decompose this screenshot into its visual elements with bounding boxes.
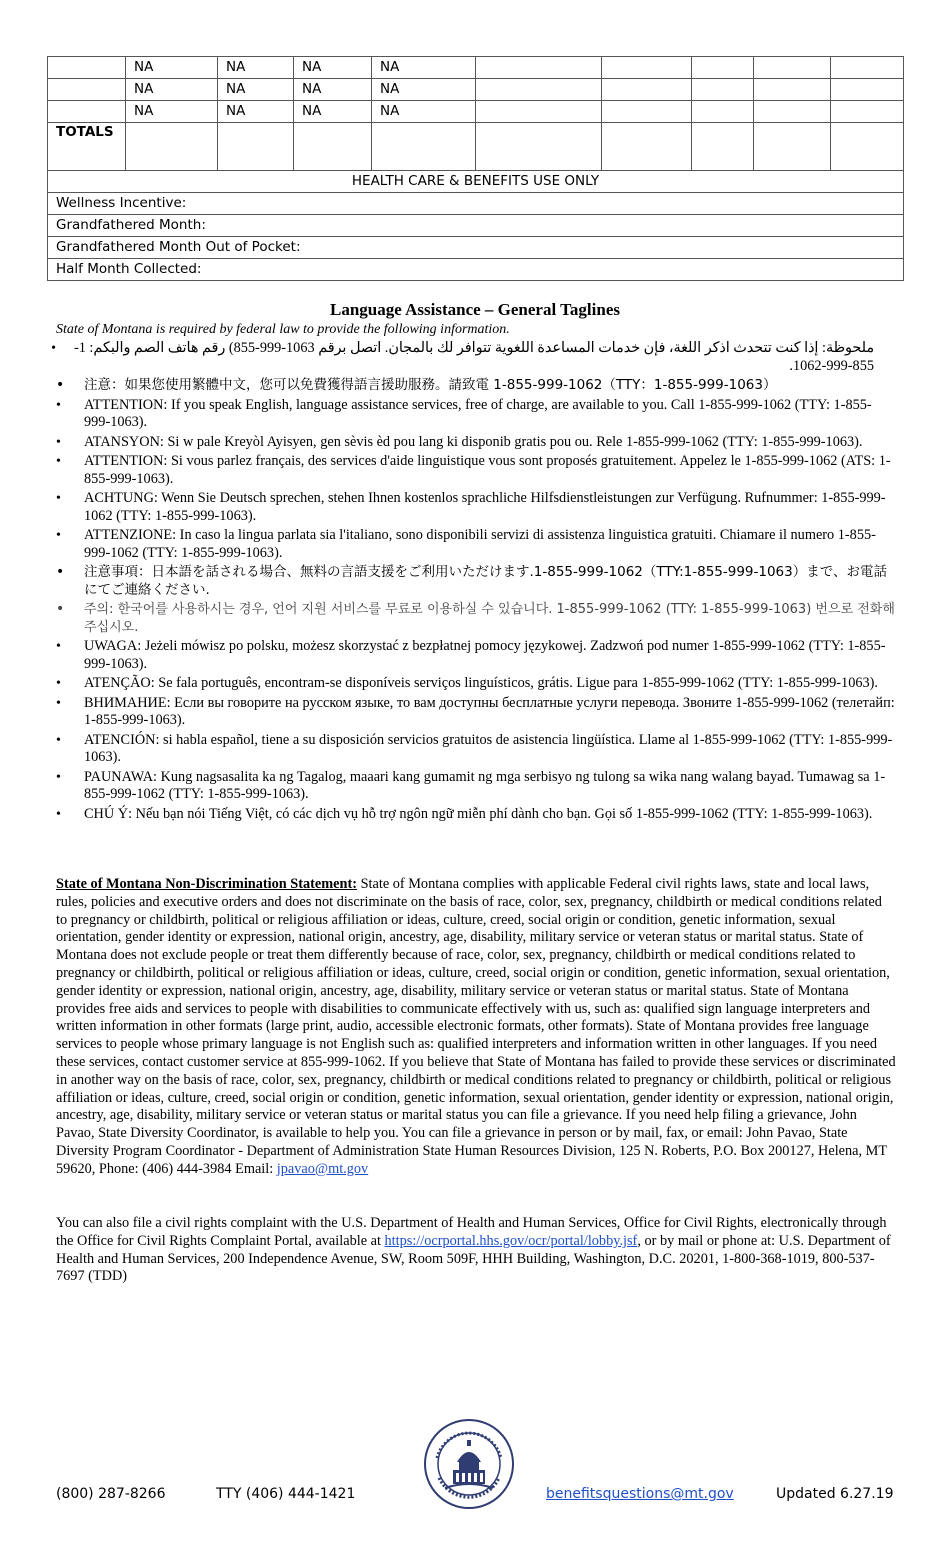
table-cell	[48, 101, 126, 123]
tagline-haitian-creole: • ATANSYON: Si w pale Kreyòl Ayisyen, gen sèvis èd pou lang ki disponib gratis pou ou. Rele 1-855-999-1062 (TTY: 1-855-999-1063).	[56, 434, 896, 452]
table-cell	[126, 123, 218, 171]
statement-heading: State of Montana Non-Discrimination Statement:	[56, 876, 357, 892]
complaint-text-before: You can also file a civil rights complaint with the U.S. Department of Health and Human Services, Office for Civil Rights, electronically through the Office for Civil Rights Complaint Portal, available at	[56, 1215, 887, 1249]
field-half-month-collected: Half Month Collected:	[48, 259, 904, 281]
taglines-lead: State of Montana is required by federal law to provide the following information.	[56, 322, 510, 337]
tagline-japanese: • 注意事項：日本語を話される場合、無料の言語支援をご利用いただけます.1-855-999-1062（TTY:1-855-999-1063）まで、お電話にてご連絡ください.	[56, 564, 896, 599]
field-grandfathered-month: Grandfathered Month:	[48, 215, 904, 237]
table-cell: NA	[294, 101, 372, 123]
benefits-table	[47, 56, 904, 281]
field-wellness-incentive: Wellness Incentive:	[48, 193, 904, 215]
table-row	[48, 101, 904, 123]
table-cell: NA	[218, 79, 294, 101]
tagline-tagalog: • PAUNAWA: Kung nagsasalita ka ng Tagalog, maaari kang gumamit ng mga serbisyo ng tulong sa wika nang walang bayad. Tumawag sa 1-855-999-1062 (TTY: 1-855-999-1063).	[56, 769, 896, 804]
tagline-chinese: • 注意：如果您使用繁體中文，您可以免費獲得語言援助服務。請致電 1-855-999-1062（TTY：1-855-999-1063）	[56, 377, 896, 395]
table-cell: NA	[218, 57, 294, 79]
table-cell: NA	[372, 101, 476, 123]
footer-updated: Updated 6.27.19	[776, 1486, 894, 1502]
civil-rights-complaint	[56, 1215, 896, 1286]
field-row	[48, 215, 904, 237]
table-cell: NA	[126, 101, 218, 123]
tagline-spanish: • ATENCIÓN: si habla español, tiene a su disposición servicios gratuitos de asistencia lingüística. Llame al 1-855-999-1062 (TTY: 1-855-999-1063).	[56, 732, 896, 767]
table-cell	[692, 101, 754, 123]
complaint-text-after: , or by mail or phone at: U.S. Department of Health and Human Services, 200 Independence Avenue, SW, Room 509F, HHH Building, Washington, D.C. 20201, 1-800-368-1019, 800-537-7697 (TDD)	[56, 1232, 891, 1285]
table-cell	[831, 79, 904, 101]
statement-email-link[interactable]: jpavao@mt.gov	[276, 1160, 369, 1177]
table-cell	[602, 123, 692, 171]
field-grandfathered-out-of-pocket: Grandfathered Month Out of Pocket:	[48, 237, 904, 259]
tagline-german: • ACHTUNG: Wenn Sie Deutsch sprechen, stehen Ihnen kostenlos sprachliche Hilfsdienstleistungen zur Verfügung. Rufnummer: 1-855-999-1062 (TTY: 1-855-999-1063).	[56, 490, 896, 525]
table-cell: NA	[372, 57, 476, 79]
field-row	[48, 193, 904, 215]
section-header: HEALTH CARE & BENEFITS USE ONLY	[48, 171, 904, 193]
table-cell	[754, 123, 831, 171]
tagline-russian: • ВНИМАНИЕ: Если вы говорите на русском языке, то вам доступны бесплатные услуги перевода. Звоните 1-855-999-1062 (телетайп: 1-855-999-1063).	[56, 695, 896, 730]
totals-label: TOTALS	[48, 123, 126, 171]
field-row	[48, 237, 904, 259]
footer-email-link[interactable]: benefitsquestions@mt.gov	[546, 1486, 734, 1502]
section-header-row	[48, 171, 904, 193]
ocr-portal-link[interactable]: https://ocrportal.hhs.gov/ocr/portal/lobby.jsf	[384, 1232, 638, 1249]
field-row	[48, 259, 904, 281]
table-cell	[831, 123, 904, 171]
table-row	[48, 57, 904, 79]
table-cell: NA	[372, 79, 476, 101]
table-cell	[48, 79, 126, 101]
tagline-english: • ATTENTION: If you speak English, language assistance services, free of charge, are available to you. Call 1-855-999-1062 (TTY: 1-855-999-1063).	[56, 397, 896, 432]
table-cell	[692, 123, 754, 171]
table-cell: NA	[294, 79, 372, 101]
tagline-italian: • ATTENZIONE: In caso la lingua parlata sia l'italiano, sono disponibili servizi di assistenza linguistica gratuiti. Chiamare il numero 1-855-999-1062 (TTY: 1-855-999-1063).	[56, 527, 896, 562]
tagline-french: • ATTENTION: Si vous parlez français, des services d'aide linguistique vous sont proposés gratuitement. Appelez le 1-855-999-1062 (ATS: 1-855-999-1063).	[56, 453, 896, 488]
table-cell	[754, 57, 831, 79]
seal-icon	[423, 1418, 515, 1510]
table-cell	[294, 123, 372, 171]
table-cell	[692, 79, 754, 101]
tagline-portuguese: • ATENÇÃO: Se fala português, encontram-se disponíveis serviços linguísticos, grátis. Ligue para 1-855-999-1062 (TTY: 1-855-999-1063).	[56, 675, 896, 693]
statement-body: State of Montana complies with applicable Federal civil rights laws, state and local laws, rules, policies and executive orders and does not discriminate on the basis of race, color, sex, pregnancy, childbirth or medical conditions related to pregnancy or childbirth, political or religious affiliation or ideas, culture, creed, social origin or condition, genetic information, sexual orientation, gender identity or expression, national origin, ancestry, age, disability, military service or veteran status or marital status. State of Montana does not exclude people or treat them differently because of race, color, sex, pregnancy, childbirth or medical conditions related to pregnancy or childbirth, political or religious affiliation or ideas, culture, creed, social origin or condition, genetic information, sexual orientation, gender identity or expression, national origin, ancestry, age, disability, military service or veteran status or marital status. State of Montana provides free aids and services to people with disabilities to communicate effectively with us, such as: qualified sign language interpreters and written information in other formats (large print, audio, accessible electronic formats, other formats). State of Montana provides free language services to people whose primary language is not English such as: qualified interpreters and information written in other languages. If you need these services, contact customer service at 855-999-1062. If you believe that State of Montana has failed to provide these services or discriminated in another way on the basis of race, color, sex, pregnancy, childbirth or medical conditions related to pregnancy or childbirth, political or religious affiliation or ideas, culture, creed, social origin or condition, genetic information, sexual orientation, gender identity or expression, national origin, ancestry, age, disability, military service or veteran status or marital status you can file a grievance. If you need help filing a grievance, John Pavao, State Diversity Coordinator, is available to help you. You can file a grievance in person or by mail, fax, or email: John Pavao, State Diversity Program Coordinator - Department of Administration State Human Resources Division, 125 N. Roberts, P.O. Box 200127, Helena, MT 59620, Phone: (406) 444-3984 Email:	[56, 876, 896, 1177]
table-cell	[602, 101, 692, 123]
table-cell	[476, 123, 602, 171]
table-cell	[754, 79, 831, 101]
tagline-korean: • 주의: 한국어를 사용하시는 경우, 언어 지원 서비스를 무료로 이용하실 수 있습니다. 1-855-999-1062 (TTY: 1-855-999-1063) 번으로 전화해 주십시오.	[56, 601, 896, 636]
table-cell	[602, 79, 692, 101]
table-row	[48, 79, 904, 101]
non-discrimination-statement	[56, 876, 896, 1179]
table-cell	[218, 123, 294, 171]
table-cell	[476, 79, 602, 101]
table-cell: NA	[126, 79, 218, 101]
table-cell	[372, 123, 476, 171]
tagline-list	[56, 340, 896, 825]
table-cell	[48, 57, 126, 79]
table-cell	[476, 101, 602, 123]
footer-phone: (800) 287-8266	[56, 1486, 166, 1502]
table-cell: NA	[218, 101, 294, 123]
tagline-arabic: • ملحوظة: إذا كنت تتحدث اذكر اللغة، فإن خدمات المساعدة اللغوية تتوافر لك بالمجان. اتصل برقم 1063-999-855) رقم هاتف الصم والبكم: 1-855-999-1062.	[56, 340, 896, 375]
department-seal-logo	[423, 1418, 515, 1510]
table-cell	[476, 57, 602, 79]
table-cell	[831, 57, 904, 79]
table-cell	[692, 57, 754, 79]
totals-row	[48, 123, 904, 171]
tagline-polish: • UWAGA: Jeżeli mówisz po polsku, możesz skorzystać z bezpłatnej pomocy językowej. Zadzwoń pod numer 1-855-999-1062 (TTY: 1-855-999-1063).	[56, 638, 896, 673]
taglines-title: Language Assistance – General Taglines	[330, 300, 620, 319]
tagline-vietnamese: • CHÚ Ý: Nếu bạn nói Tiếng Việt, có các dịch vụ hỗ trợ ngôn ngữ miễn phí dành cho bạn. Gọi số 1-855-999-1062 (TTY: 1-855-999-1063).	[56, 806, 896, 824]
table-cell	[754, 101, 831, 123]
table-cell: NA	[126, 57, 218, 79]
table-cell	[602, 57, 692, 79]
footer-tty: TTY (406) 444-1421	[216, 1486, 356, 1502]
table-cell	[831, 101, 904, 123]
table-cell: NA	[294, 57, 372, 79]
